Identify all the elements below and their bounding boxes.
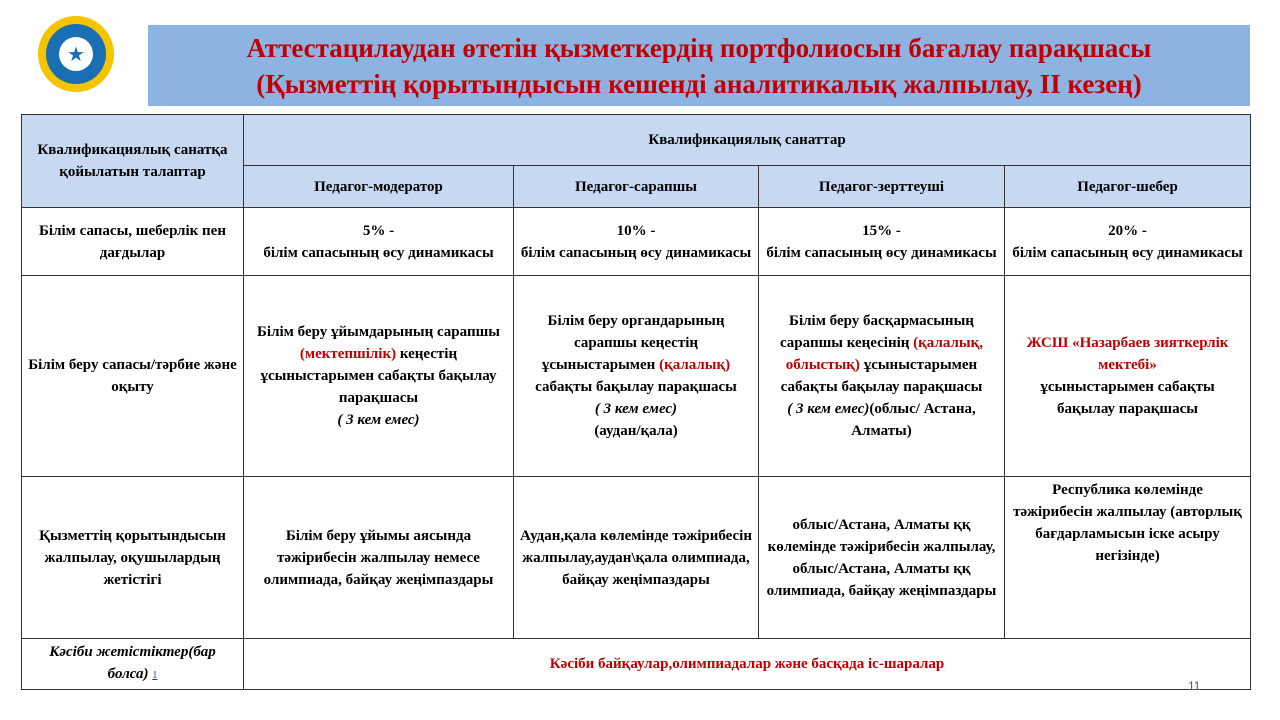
footnote-link[interactable]: 1 — [152, 670, 158, 681]
col-header-moderator: Педагог-модератор — [244, 166, 514, 208]
row-label-professional: Кәсіби жетістіктер(бар болса) 1 — [22, 639, 244, 690]
results-cell-expert: Аудан,қала көлемінде тәжірибесін жалпылау,аудан\қала олимпиада, байқау жеңімпаздары — [514, 477, 759, 639]
categories-header: Квалификациялық санаттар — [244, 115, 1251, 166]
row-label-teaching: Білім беру сапасы/тәрбие және оқыту — [22, 276, 244, 477]
results-cell-researcher: облыс/Астана, Алматы ққ көлемінде тәжірибесін жалпылау, облыс/Астана, Алматы ққ олимпиада, байқау жеңімпаздары — [759, 477, 1005, 639]
education-emblem-icon: ★ — [59, 37, 93, 71]
col-header-researcher: Педагог-зерттеуші — [759, 166, 1005, 208]
col-header-master: Педагог-шебер — [1005, 166, 1251, 208]
table-row — [22, 276, 1251, 477]
title-line-1: Аттестацилаудан өтетін қызметкердің портфолиосын бағалау парақшасы — [246, 32, 1152, 63]
row-label-results: Қызметтің қорытындысын жалпылау, оқушылардың жетістігі — [22, 477, 244, 639]
quality-cell-expert: 10% - білім сапасының өсу динамикасы — [514, 208, 759, 276]
col-header-expert: Педагог-сарапшы — [514, 166, 759, 208]
page-number: 11 — [1188, 679, 1201, 693]
quality-cell-master: 20% - білім сапасының өсу динамикасы — [1005, 208, 1251, 276]
table-row — [22, 208, 1251, 276]
ministry-logo — [38, 16, 114, 92]
teaching-cell-researcher: Білім беру басқармасының сарапшы кеңесінің (қалалық, облыстық) ұсыныстарымен сабақты бақылау парақшасы ( 3 кем емес)(облыс/ Астана, Алматы) — [759, 276, 1005, 477]
teaching-cell-expert: Білім беру органдарының сарапшы кеңестің ұсыныстарымен (қалалық) сабақты бақылау парақшасы ( 3 кем емес) (аудан/қала) — [514, 276, 759, 477]
professional-cell: Кәсіби байқаулар,олимпиадалар және басқада іс-шаралар — [244, 639, 1251, 690]
requirements-header: Квалификациялық санатқа қойылатын талаптар — [22, 115, 244, 208]
table-row — [22, 639, 1251, 690]
teaching-cell-master: ЖСШ «Назарбаев зияткерлік мектебі» ұсыныстарымен сабақты бақылау парақшасы — [1005, 276, 1251, 477]
title-line-2: (Қызметтің қорытындысын кешенді аналитикалық жалпылау, II кезең) — [256, 68, 1142, 99]
assessment-table — [21, 114, 1251, 690]
quality-cell-moderator: 5% - білім сапасының өсу динамикасы — [244, 208, 514, 276]
table-row — [22, 477, 1251, 639]
quality-cell-researcher: 15% - білім сапасының өсу динамикасы — [759, 208, 1005, 276]
row-label-quality: Білім сапасы, шеберлік пен дағдылар — [22, 208, 244, 276]
title-banner — [148, 25, 1250, 106]
results-cell-master: Республика көлемінде тәжірибесін жалпылау (авторлық бағдарламысын іске асыру негізінде) — [1005, 477, 1251, 639]
results-cell-moderator: Білім беру ұйымы аясында тәжірибесін жалпылау немесе олимпиада, байқау жеңімпаздары — [244, 477, 514, 639]
teaching-cell-moderator: Білім беру ұйымдарының сарапшы (мектепшілік) кеңестің ұсыныстарымен сабақты бақылау парақшасы ( 3 кем емес) — [244, 276, 514, 477]
